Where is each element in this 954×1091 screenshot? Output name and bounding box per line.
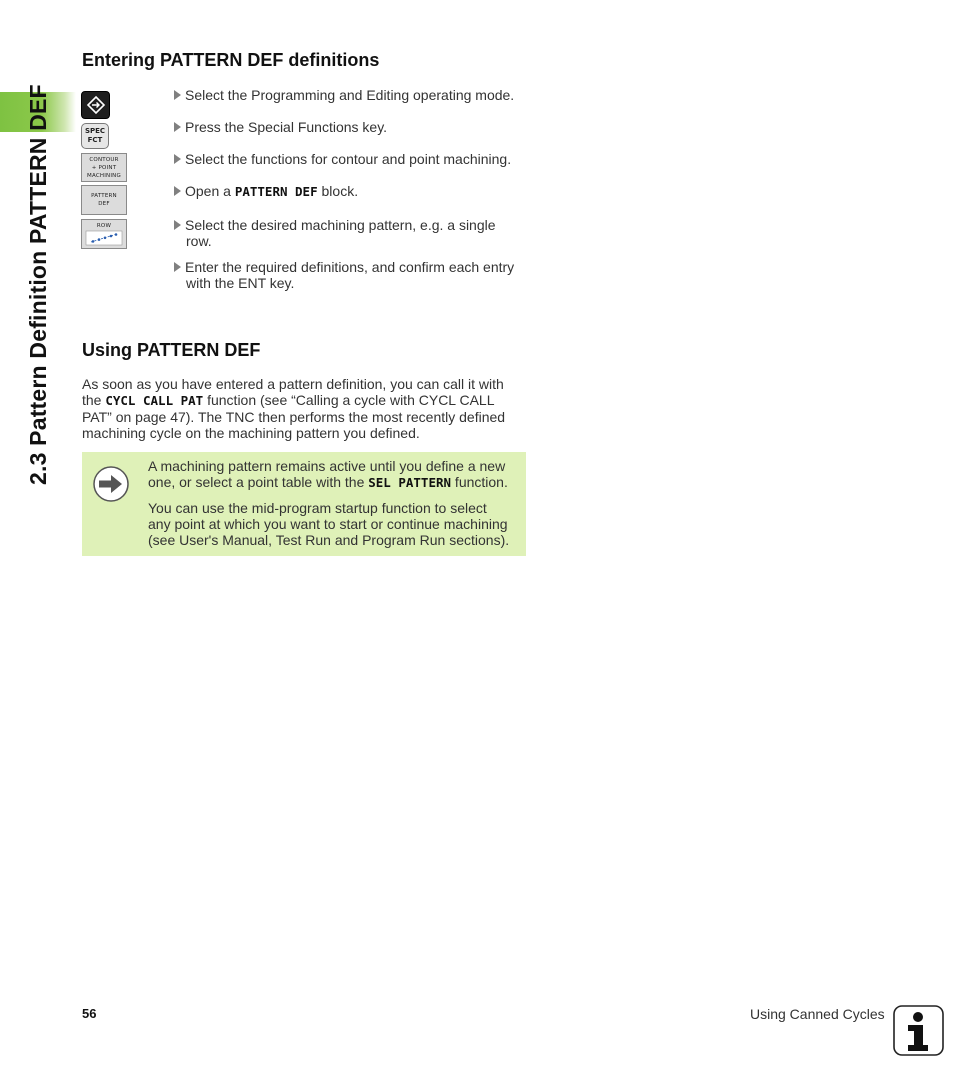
step-item: [172, 87, 514, 103]
step-arrow-icon: [174, 122, 181, 132]
step-item: [172, 217, 496, 249]
section-heading-entering: Entering PATTERN DEF definitions: [82, 50, 380, 70]
sidebar-section-title: 2.3 Pattern Definition PATTERN DEF: [25, 84, 51, 485]
step-item: [172, 119, 387, 135]
row-pattern-icon: [85, 230, 123, 246]
step-arrow-icon: [174, 262, 181, 272]
cycl-call-pat-code: CYCL CALL PAT: [105, 393, 204, 408]
step-item: [172, 259, 514, 291]
para-line-part: the: [82, 392, 106, 408]
step-text-line1: Enter the required definitions, and confirm each entry: [185, 259, 515, 275]
step-text: Press the Special Functions key.: [185, 119, 388, 135]
softkey-line: ROW: [96, 223, 112, 229]
para-line: PAT” on page 47). The TNC then performs the most recently defined: [82, 409, 506, 425]
sel-pattern-code: SEL PATTERN: [368, 475, 452, 490]
pattern-def-code: PATTERN DEF: [234, 184, 318, 199]
para-line-part: function (see “Calling a cycle with CYCL CALL: [203, 392, 495, 408]
softkey-line: CONTOUR: [89, 156, 119, 163]
step-text-line2: with the ENT key.: [186, 275, 295, 291]
note-paragraph-2: [148, 500, 522, 548]
step-arrow-icon: [174, 154, 181, 164]
footer-chapter-title: Using Canned Cycles: [750, 1006, 885, 1022]
spec-fct-key-line1: SPEC: [84, 127, 106, 135]
softkey-line: PATTERN: [91, 193, 117, 199]
programming-mode-key-icon: [81, 91, 110, 119]
note-paragraph-1: [148, 458, 522, 491]
para-line: machining cycle on the machining pattern you defined.: [82, 425, 420, 441]
note-text: [148, 458, 522, 557]
note-line-part: function.: [451, 474, 508, 490]
row-softkey: [81, 219, 127, 249]
step-text-before: Open a: [185, 183, 235, 199]
note-line: You can use the mid-program startup function to select: [148, 500, 487, 516]
softkey-line: + POINT: [91, 164, 117, 171]
pattern-def-softkey: [81, 185, 127, 215]
step-text: Select the Programming and Editing operating mode.: [185, 87, 515, 103]
contour-point-machining-softkey: [81, 153, 127, 182]
arrow-note-icon: [92, 465, 130, 503]
step-arrow-icon: [174, 90, 181, 100]
step-text-line2: row.: [186, 233, 212, 249]
softkey-line: DEF: [98, 201, 110, 207]
step-text-line1: Select the desired machining pattern, e.g. a single: [185, 217, 496, 233]
info-icon: [893, 1005, 944, 1056]
step-arrow-icon: [174, 186, 181, 196]
note-line-part: one, or select a point table with the: [148, 474, 369, 490]
note-box: [82, 452, 526, 556]
note-line: (see User's Manual, Test Run and Program Run sections).: [148, 532, 510, 548]
step-item: [172, 183, 358, 200]
spec-fct-key-icon: [81, 123, 109, 149]
section-heading-using: Using PATTERN DEF: [82, 340, 261, 360]
step-text-after: block.: [317, 183, 359, 199]
step-arrow-icon: [174, 220, 181, 230]
step-text: Select the functions for contour and point machining.: [185, 151, 512, 167]
para-line: As soon as you have entered a pattern definition, you can call it with: [82, 376, 504, 392]
note-line: any point at which you want to start or continue machining: [148, 516, 508, 532]
spec-fct-key-line2: FCT: [87, 136, 103, 144]
page-number: 56: [82, 1006, 97, 1021]
softkey-line: MACHINING: [87, 172, 121, 179]
note-line: A machining pattern remains active until you define a new: [148, 458, 506, 474]
step-item: [172, 151, 511, 167]
using-pattern-def-paragraph: [82, 376, 527, 441]
